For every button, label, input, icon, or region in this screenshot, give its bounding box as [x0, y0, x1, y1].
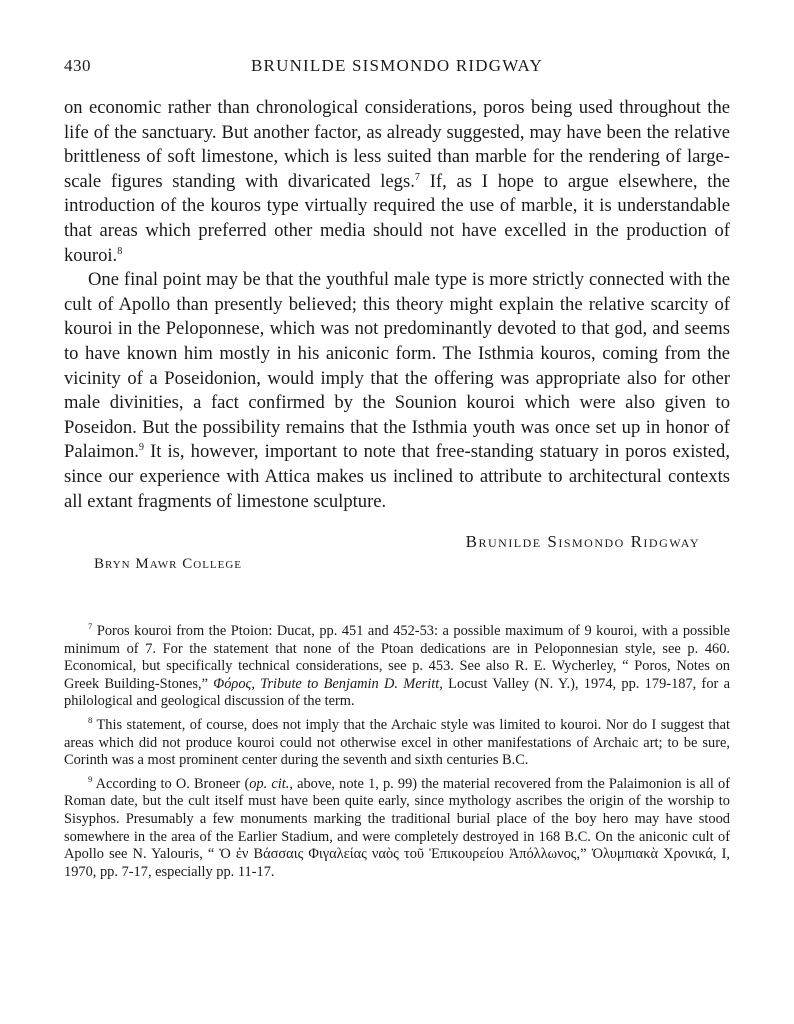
footnote-ref-8[interactable]: 8 [117, 245, 123, 257]
footnote-ref-9[interactable]: 9 [138, 442, 144, 454]
footnote-7-text-b: Locust Valley (N. Y.), 1974, pp. 179-187, for a philological and geological discussion of the term. [64, 675, 730, 710]
footnote-7 [64, 623, 730, 711]
footnote-8-text: This statement, of course, does not imply that the Archaic style was limited to kouroi. Nor do I suggest that areas which did not produce kouroi could not otherwise excel in other manifestations of Archaic art; to be sure, Corinth was a most prominent center during the seventh and sixth centuries B.C. [64, 717, 730, 769]
paragraph-1 [64, 96, 730, 268]
author-signature: Brunilde Sismondo Ridgway [465, 532, 700, 552]
page [64, 56, 730, 887]
body-text [64, 96, 730, 514]
paragraph-2-part-a: One final point may be that the youthful male type is more strictly connected with the cult of Apollo than presently believed; this theory might explain the relative scarcity of kouroi in the Peloponnese, which was not predominantly devoted to that god, and seems to have known him mostly in his aniconic form. The Isthmia kouros, coming from the vicinity of a Poseidonion, would imply that the offering was appropriate also for other male divinities, a fact confirmed by the Sounion kouroi which were also given to Poseidon. But the possibility remains that the Isthmia youth was once set up in honor of Palaimon. [64, 269, 730, 463]
footnote-8 [64, 717, 730, 770]
paragraph-2 [64, 268, 730, 514]
footnote-9-italic: op. cit., [249, 775, 293, 792]
running-head: BRUNILDE SISMONDO RIDGWAY [251, 56, 543, 75]
footnote-9-text-a: According to O. Broneer ( [92, 775, 250, 792]
footnote-7-text-a: Poros kouroi from the Ptoion: Ducat, pp. 451 and 452-53: a possible maximum of 9 kouroi, with a possible minimum of 7. For the statement that none of the Ptoan dedications are in Peloponnesian style, see p. 460. Economical, but specifically technical considerations, see p. 453. See also R. E. Wycherley, “ Poros, Notes on Greek Building-Stones,” [64, 623, 730, 692]
page-number: 430 [64, 56, 91, 75]
paragraph-1-part-b: If, as I hope to argue elsewhere, the introduction of the kouros type virtually required the use of marble, it is understandable that areas which preferred other media should not have excelled in the production of kouroi. [64, 170, 730, 266]
footnote-7-italic: Φόρος, Tribute to Benjamin D. Meritt, [213, 675, 443, 692]
paragraph-1-part-a: on economic rather than chronological considerations, poros being used throughout the life of the sanctuary. But another factor, as already suggested, may have been the relative brittleness of soft limestone, which is less suited than marble for the rendering of large-scale figures standing with divaricated legs. [64, 97, 730, 192]
page-header [64, 56, 730, 82]
paragraph-2-part-b: It is, however, important to note that free-standing statuary in poros existed, since our experience with Attica makes us inclined to attribute to architectural contexts all extant fragments of limestone sculpture. [64, 441, 730, 512]
footnote-ref-7[interactable]: 7 [414, 171, 420, 183]
footnote-9 [64, 776, 730, 882]
affiliation: Bryn Mawr College [94, 556, 243, 573]
footnote-number: 7 [88, 621, 93, 632]
footnote-9-text-b: above, note 1, p. 99) the material recovered from the Palaimonion is all of Roman date, but the cult itself must have been quite early, since mythology ascribes the origin of the worship to Sisyphos. Presumably a few monuments marking the traditional burial place of the boy hero may have stood somewhere in the area of the Earlier Stadium, and were completely destroyed in 168 B.C. On the aniconic cult of Apollo see N. Yalouris, “ Ὁ ἐν Βάσσαις Φιγαλείας ναὸς τοῦ Ἐπικουρείου Ἀπόλλωνος,” Ὀλυμπιακὰ Χρονικά, I, 1970, pp. 7-17, especially pp. 11-17. [64, 775, 730, 880]
footnote-number: 8 [88, 715, 93, 726]
signature-block [64, 522, 730, 578]
footnotes [64, 623, 730, 881]
footnote-number: 9 [88, 774, 93, 785]
